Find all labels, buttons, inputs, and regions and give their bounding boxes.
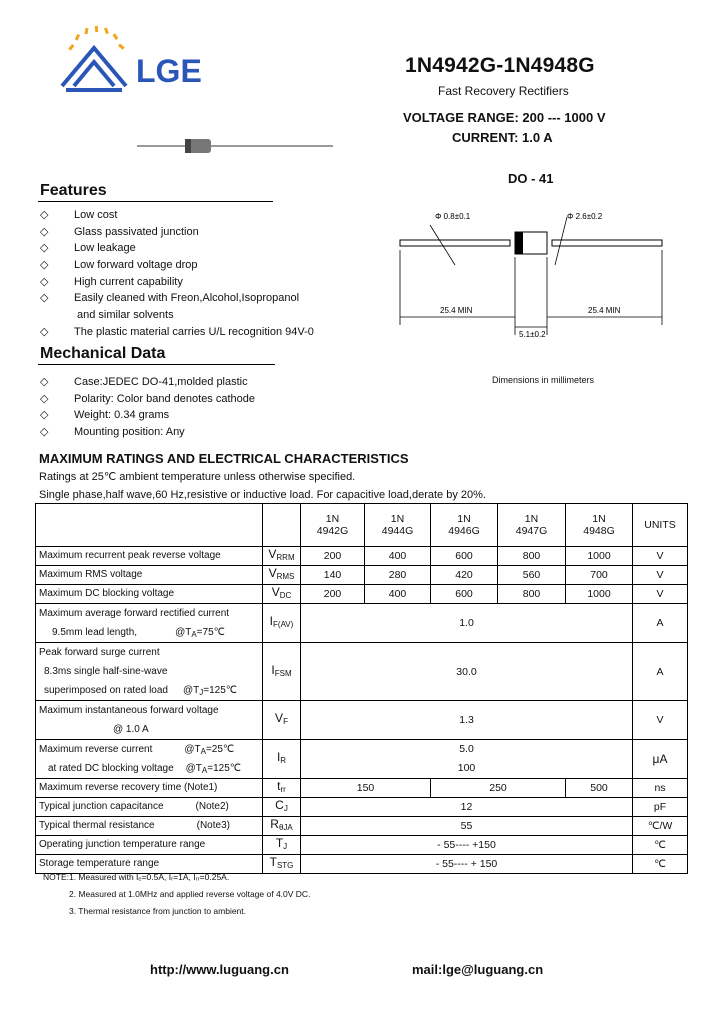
table-header-row [36,504,688,547]
footnote-2: 2. Measured at 1.0MHz and applied reverse voltage of 4.0V DC. [69,889,311,899]
current-rating: CURRENT: 1.0 A [452,130,553,145]
list-item: and similar solvents [77,309,174,322]
table-row: Maximum instantaneous forward voltage @ 1.0 A $V_F$ 1.3 V [36,701,688,740]
email-link[interactable]: mail:lge@luguang.cn [412,962,544,977]
column-header: 1N 4947G [498,504,566,547]
svg-text:5.1±0.2: 5.1±0.2 [519,330,546,339]
list-item: ◇ The plastic material carries U/L recognition 94V-0 [40,324,314,341]
column-header: 1N 4946G [431,504,498,547]
ratings-table [35,503,688,874]
list-item: ◇ Low leakage [40,240,314,257]
svg-text:LGE: LGE [136,53,202,89]
list-item: ◇ Weight: 0.34 grams [40,407,255,424]
table-row: Operating junction temperature range $T_J$ - 55---- +150 ℃ [36,836,688,855]
features-title: Features [40,182,107,199]
footnotes [43,869,310,920]
features-list [40,207,314,341]
table-row: Typical thermal resistance (Note3) $R_{\theta JA}$ 55 ℃/W [36,817,688,836]
mechanical-underline [38,364,275,365]
logo-mountain-icon [62,48,126,90]
table-row: Maximum DC blocking voltage $V_{DC}$ 200 400 600 800 1000 V [36,585,688,604]
website-link[interactable]: http://www.luguang.cn [150,962,289,977]
features-underline [38,201,273,202]
package-name: DO - 41 [508,171,554,186]
table-row: Maximum RMS voltage $V_{RMS}$ 140 280 420 560 700 V [36,566,688,585]
list-item: ◇ Mounting position: Any [40,424,255,441]
ratings-note-load: Single phase,half wave,60 Hz,resistive or inductive load. For capacitive load,derate by 20%. [39,489,486,501]
column-header: 1N 4948G [566,504,633,547]
device-subtitle: Fast Recovery Rectifiers [438,84,569,98]
units-header: UNITS [633,504,688,547]
diode-image [135,128,335,164]
table-row: Maximum recurrent peak reverse voltage $V_{RRM}$ 200 400 600 800 1000 V [36,547,688,566]
list-item: ◇ Low cost [40,207,314,224]
list-item: ◇ Polarity: Color band denotes cathode [40,391,255,408]
part-number-title: 1N4942G-1N4948G [405,54,595,77]
column-header: 1N 4944G [365,504,431,547]
package-outline-drawing [395,205,667,345]
svg-text:25.4 MIN: 25.4 MIN [588,306,621,315]
table-row: Maximum reverse recovery time (Note1) $t_{rr}$ 150 250 500 ns [36,779,688,798]
mechanical-title: Mechanical Data [40,345,166,362]
list-item: ◇ Case:JEDEC DO-41,molded plastic [40,374,255,391]
table-row: Peak forward surge current 8.3ms single half-sine-wave superimposed on rated load $@T_J=125℃$ $I_{FSM}$ 30.0 A [36,643,688,701]
table-row: Typical junction capacitance (Note2) $C_J$ 12 pF [36,798,688,817]
voltage-range: VOLTAGE RANGE: 200 --- 1000 V [403,110,606,125]
footnote-3: 3. Thermal resistance from junction to ambient. [69,906,247,916]
mechanical-list [40,374,255,441]
table-row: Maximum reverse current $@T_A=25℃$ at rated DC blocking voltage $@T_A=125℃$ $I_R$ 5.0 100 μA [36,740,688,779]
svg-text:25.4 MIN: 25.4 MIN [440,306,473,315]
list-item: ◇ Easily cleaned with Freon,Alcohol,Isopropanol [40,290,314,307]
dimensions-note: Dimensions in millimeters [492,375,595,385]
table-row: Maximum average forward rectified current 9.5mm lead length, $@T_A=75℃$ $I_{F(AV)}$ 1.0 A [36,604,688,643]
table-row: Storage temperature range $T_{STG}$ - 55---- + 150 ℃ [36,855,688,874]
list-item: ◇ Glass passivated junction [40,224,314,241]
ratings-note-temperature: Ratings at 25℃ ambient temperature unless otherwise specified. [39,471,356,483]
svg-text:Φ 0.8±0.1: Φ 0.8±0.1 [435,212,471,221]
logo-sunburst-icon [68,26,124,51]
footnote-1: NOTE:1. Measured with Iₑ=0.5A, Iᵣ=1A, Iᵣᵣ=0.25A. [43,872,230,882]
ratings-title: MAXIMUM RATINGS AND ELECTRICAL CHARACTERISTICS [39,451,409,466]
lge-logo [58,24,238,96]
list-item: ◇ Low forward voltage drop [40,257,314,274]
svg-text:Φ 2.6±0.2: Φ 2.6±0.2 [567,212,603,221]
list-item: ◇ High current capability [40,274,314,291]
column-header: 1N 4942G [301,504,365,547]
